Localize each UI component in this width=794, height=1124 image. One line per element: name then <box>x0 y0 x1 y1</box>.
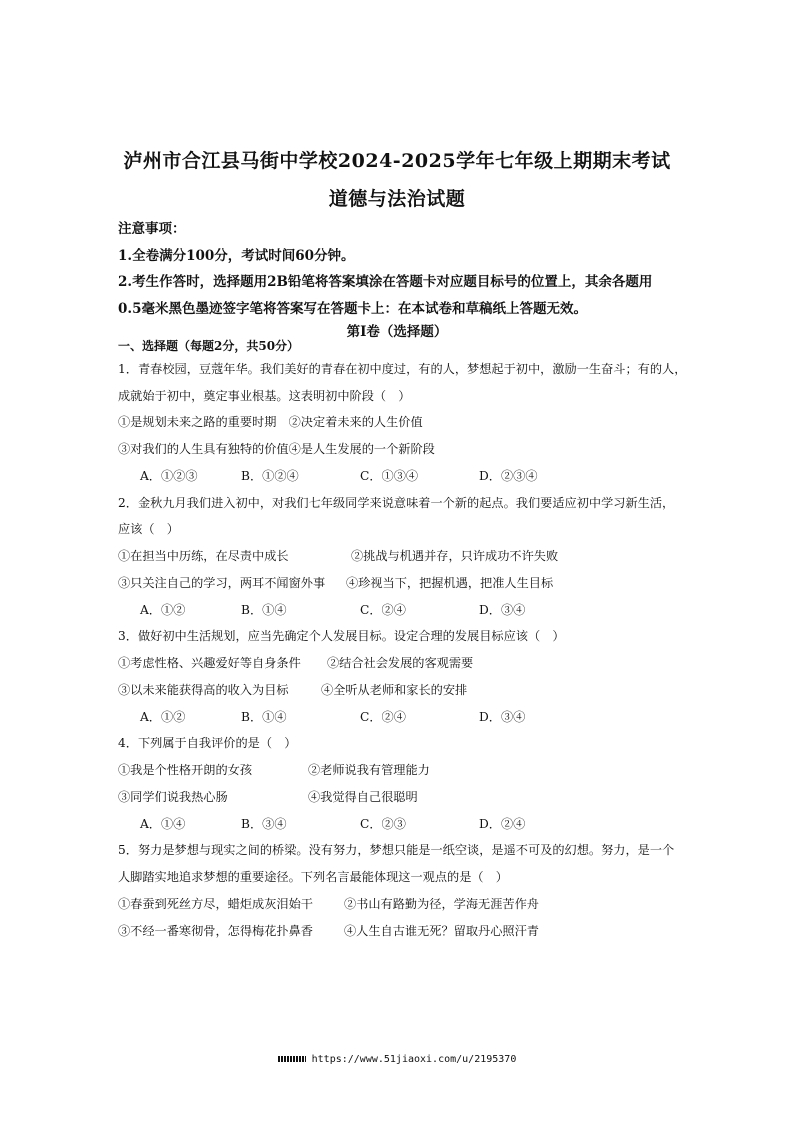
question-item: ②结合社会发展的客观需要 <box>327 656 474 670</box>
question-stem: 应该（ ） <box>118 522 179 536</box>
page-footer <box>0 1054 794 1065</box>
question-item: ②书山有路勤为径，学海无涯苦作舟 <box>344 897 539 911</box>
notice-item: 0.5毫米黑色墨迹签字笔将答案写在答题卡上：在本试卷和草稿纸上答题无效。 <box>118 301 587 317</box>
option-b: B．①②④ <box>241 469 299 483</box>
question-item: ①考虑性格、兴趣爱好等自身条件 <box>118 656 301 670</box>
question-stem: 2．金秋九月我们进入初中，对我们七年级同学来说意味着一个新的起点。我们要适应初中学习新生活， <box>118 496 675 510</box>
option-b: B．①④ <box>241 603 287 617</box>
option-d: D．③④ <box>479 710 526 724</box>
option-a: A．①②③ <box>140 469 198 483</box>
question-stem: 成就始于初中，奠定事业根基。这表明初中阶段（ ） <box>118 389 411 403</box>
question-item: ①春蚕到死丝方尽，蜡炬成灰泪始干 <box>118 897 313 911</box>
question-stem: 4．下列属于自我评价的是（ ） <box>118 736 297 750</box>
option-a: A．①② <box>140 710 186 724</box>
notice-item: 2.考生作答时，选择题用2B铅笔将答案填涂在答题卡对应题目标号的位置上，其余各题用 <box>118 274 653 290</box>
option-c: C．②④ <box>360 603 406 617</box>
section-title: 第Ⅰ卷（选择题） <box>346 324 448 340</box>
option-a: A．①② <box>140 603 186 617</box>
part-heading: 一、选择题（每题2分，共50分） <box>118 339 300 353</box>
question-item: ③以未来能获得高的收入为目标 <box>118 683 289 697</box>
question-stem: 5．努力是梦想与现实之间的桥梁。没有努力，梦想只能是一纸空谈，是遥不可及的幻想。努力，是一个 <box>118 843 675 857</box>
question-item: ④我觉得自己很聪明 <box>308 790 418 804</box>
footer-url[interactable]: https://www.51jiaoxi.com/u/2195370 <box>311 1054 517 1065</box>
exam-title: 泸州市合江县马街中学校2024-2025学年七年级上期期末考试 <box>123 150 671 172</box>
question-item-row: ③对我们的人生具有独特的价值④是人生发展的一个新阶段 <box>118 442 435 456</box>
question-stem: 人脚踏实地追求梦想的重要途径。下列名言最能体现这一观点的是（ ） <box>118 870 508 884</box>
question-item: ④人生自古谁无死？留取丹心照汗青 <box>344 924 539 938</box>
question-item: ④珍视当下，把握机遇，把准人生目标 <box>346 576 554 590</box>
option-b: B．③④ <box>241 817 287 831</box>
notice-item: 1.全卷满分100分，考试时间60分钟。 <box>118 248 355 264</box>
question-item: ①在担当中历练，在尽责中成长 <box>118 549 289 563</box>
question-item: ②老师说我有管理能力 <box>308 763 430 777</box>
question-item: ③同学们说我热心肠 <box>118 790 228 804</box>
notice-heading: 注意事项： <box>118 221 186 237</box>
option-d: D．②③④ <box>479 469 538 483</box>
question-item-row: ①是规划未来之路的重要时期 ②决定着未来的人生价值 <box>118 415 423 429</box>
question-item: ④全听从老师和家长的安排 <box>321 683 468 697</box>
question-stem: 3．做好初中生活规划，应当先确定个人发展目标。设定合理的发展目标应该（ ） <box>118 629 565 643</box>
option-c: C．②③ <box>360 817 406 831</box>
option-a: A．①④ <box>140 817 186 831</box>
site-logo-icon <box>278 1056 306 1062</box>
option-c: C．②④ <box>360 710 406 724</box>
question-stem: 1．青春校园，豆蔻年华。我们美好的青春在初中度过，有的人，梦想起于初中，激励一生奋斗；有的人， <box>118 362 687 376</box>
question-item: ②挑战与机遇并存，只许成功不许失败 <box>351 549 559 563</box>
exam-subtitle: 道德与法治试题 <box>328 188 466 210</box>
question-item: ③不经一番寒彻骨，怎得梅花扑鼻香 <box>118 924 313 938</box>
question-item: ③只关注自己的学习，两耳不闻窗外事 <box>118 576 326 590</box>
option-b: B．①④ <box>241 710 287 724</box>
option-d: D．②④ <box>479 817 526 831</box>
question-item: ①我是个性格开朗的女孩 <box>118 763 253 777</box>
option-d: D．③④ <box>479 603 526 617</box>
option-c: C．①③④ <box>360 469 419 483</box>
